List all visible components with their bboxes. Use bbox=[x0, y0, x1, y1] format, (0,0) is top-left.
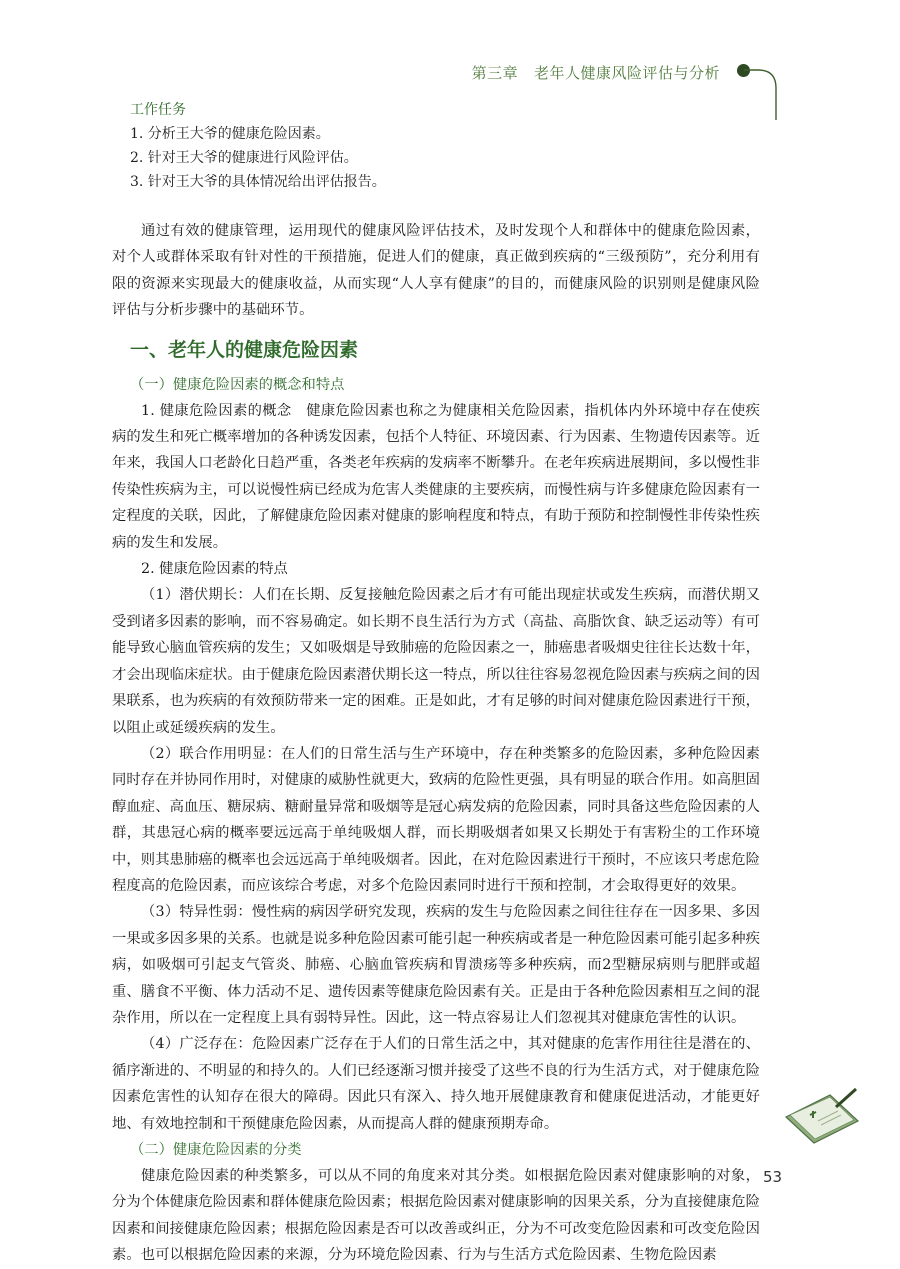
intro-paragraph: 通过有效的健康管理，运用现代的健康风险评估技术，及时发现个人和群体中的健康危险因素，对个人或群体采取有针对性的干预措施，促进人们的健康，真正做到疾病的“三级预防”，充分利用有限的资源来实现最大的健康收益，从而实现“人人享有健康”的目的，而健康风险的识别则是健康风险评估与分析步骤中的基础环节。 bbox=[112, 223, 760, 319]
subsection-heading: （一）健康危险因素的概念和特点 bbox=[130, 376, 345, 393]
work-tasks bbox=[130, 98, 760, 194]
task-item: 2. 针对王大爷的健康进行风险评估。 bbox=[130, 150, 358, 166]
chapter-number: 第三章 bbox=[471, 64, 519, 82]
chapter-title: 老年人健康风险评估与分析 bbox=[533, 64, 720, 82]
task-item: 3. 针对王大爷的具体情况给出评估报告。 bbox=[130, 174, 386, 190]
body-paragraph: 1. 健康危险因素的概念 健康危险因素也称之为健康相关危险因素，指机体内外环境中存在使疾病的发生和死亡概率增加的各种诱发因素，包括个人特征、环境因素、行为因素、生物遗传因素等。近年来，我国人口老龄化日趋严重，各类老年疾病的发病率不断攀升。在老年疾病进展期间，多以慢性非传染性疾病为主，可以说慢性病已经成为危害人类健康的主要疾病，而慢性病与许多健康危险因素有一定程度的关联，因此，了解健康危险因素对健康的影响程度和特点，有助于预防和控制慢性非传染性疾病的发生和发展。 bbox=[112, 402, 760, 551]
body-paragraph: （3）特异性弱：慢性病的病因学研究发现，疾病的发生与危险因素之间往往存在一因多果、多因一果或多因多果的关系。也就是说多种危险因素可能引起一种疾病或者是一种危险因素可能引起多种疾病，如吸烟可引起支气管炎、肺癌、心脑血管疾病和胃溃疡等多种疾病，而2型糖尿病则与肥胖或超重、膳食不平衡、体力活动不足、遗传因素等健康危险因素有关。正是由于各种危险因素相互之间的混杂作用，所以在一定程度上具有弱特异性。因此，这一特点容易让人们忽视其对健康危害性的认识。 bbox=[112, 904, 760, 1026]
page-content bbox=[112, 98, 760, 1269]
body-paragraph: 健康危险因素的种类繁多，可以从不同的角度来对其分类。如根据危险因素对健康影响的对象，分为个体健康危险因素和群体健康危险因素；根据危险因素对健康影响的因果关系，分为直接健康危险因素和间接健康危险因素；根据危险因素是否可以改善或纠正，分为不可改变危险因素和可改变危险因素。也可以根据危险因素的来源，分为环境危险因素、行为与生活方式危险因素、生物危险因素 bbox=[112, 1168, 760, 1264]
body-paragraph: （4）广泛存在：危险因素广泛存在于人们的日常生活之中，其对健康的危害作用往往是潜在的、循序渐进的、不明显的和持久的。人们已经逐渐习惯并接受了这些不良的行为生活方式，对于健康危险因素危害性的认知存在很大的障碍。因此只有深入、持久地开展健康教育和健康促进活动，才能更好地、有效地控制和干预健康危险因素，从而提高人群的健康预期寿命。 bbox=[112, 1036, 760, 1132]
body-paragraph: （2）联合作用明显：在人们的日常生活与生产环境中，存在种类繁多的危险因素，多种危险因素同时存在并协同作用时，对健康的威胁性就更大，致病的危险性更强，具有明显的联合作用。如高胆固醇血症、高血压、糖尿病、糖耐量异常和吸烟等是冠心病发病的危险因素，同时具备这些危险因素的人群，其患冠心病的概率要远远高于单纯吸烟人群，而长期吸烟者如果又长期处于有害粉尘的工作环境中，则其患肺癌的概率也会远远高于单纯吸烟者。因此，在对危险因素进行干预时，不应该只考虑危险程度高的危险因素，而应该综合考虑，对多个危险因素同时进行干预和控制，才会取得更好的效果。 bbox=[112, 745, 760, 894]
page-header bbox=[0, 0, 900, 110]
work-tasks-title: 工作任务 bbox=[130, 102, 186, 118]
task-item: 1. 分析王大爷的健康危险因素。 bbox=[130, 126, 330, 142]
subsection-heading: （二）健康危险因素的分类 bbox=[130, 1142, 302, 1158]
body-paragraph: 2. 健康危险因素的特点 bbox=[141, 561, 288, 578]
page-number: 53 bbox=[763, 1168, 783, 1186]
medical-notepad-icon bbox=[780, 1085, 862, 1145]
body-paragraph: （1）潜伏期长：人们在长期、反复接触危险因素之后才有可能出现症状或发生疾病，而潜伏期又受到诸多因素的影响，而不容易确定。如长期不良生活行为方式（高盐、高脂饮食、缺乏运动等）有可能导致心脑血管疾病的发生；又如吸烟是导致肺癌的危险因素之一，肺癌患者吸烟史往往长达数十年，才会出现临床症状。由于健康危险因素潜伏期长这一特点，所以往往容易忽视危险因素与疾病之间的因果联系，也为疾病的有效预防带来一定的困难。正是如此，才有足够的时间对健康危险因素进行干预，以阻止或延缓疾病的发生。 bbox=[112, 587, 760, 736]
section-heading: 一、老年人的健康危险因素 bbox=[130, 338, 359, 361]
chapter-header bbox=[472, 62, 720, 83]
